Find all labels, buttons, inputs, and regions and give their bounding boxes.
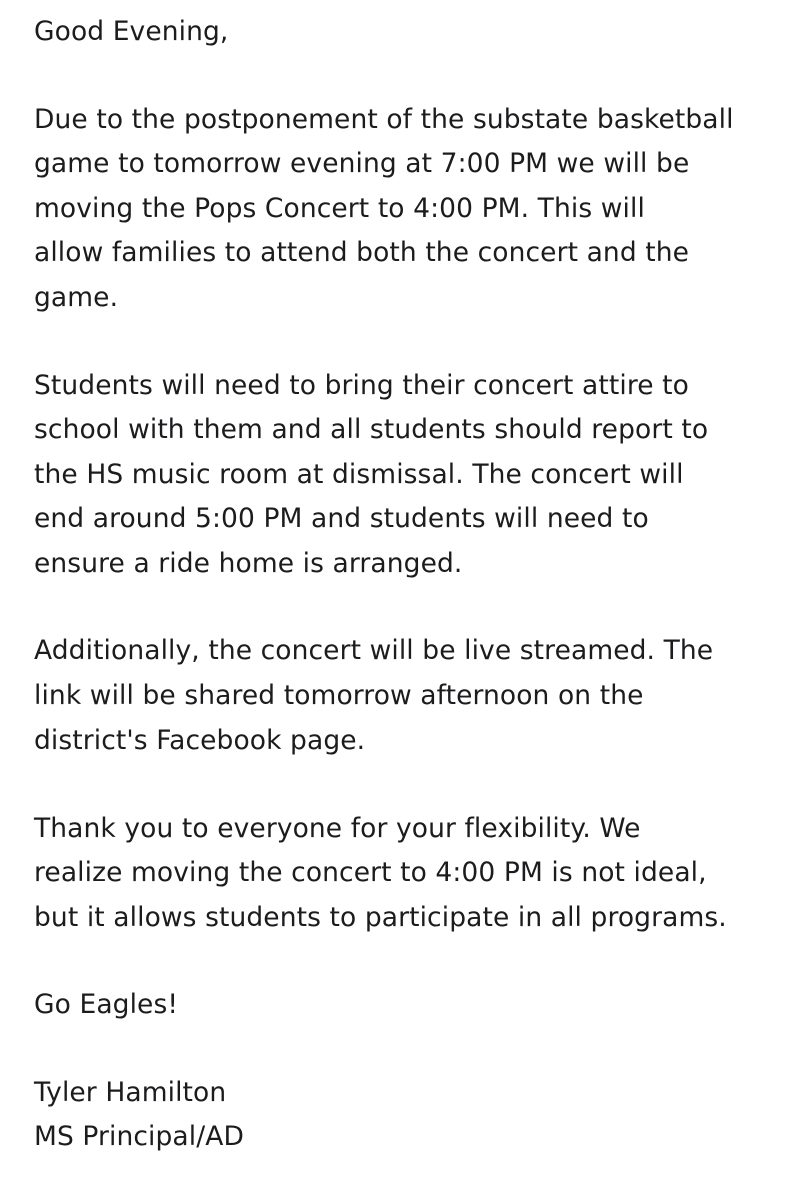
paragraph-line: Due to the postponement of the substate basketball (34, 104, 734, 135)
paragraph-line: Students will need to bring their concert attire to (34, 370, 689, 401)
paragraph-line: allow families to attend both the concert and the (34, 237, 690, 268)
paragraph-line: realize moving the concert to 4:00 PM is not ideal, (34, 857, 707, 888)
paragraph-line: Thank you to everyone for your flexibility. We (34, 813, 641, 844)
signature-name: Tyler Hamilton (34, 1077, 227, 1108)
paragraph-line: Additionally, the concert will be live streamed. The (34, 635, 714, 666)
paragraph-line: moving the Pops Concert to 4:00 PM. This will (34, 193, 645, 224)
paragraph-line: but it allows students to participate in all programs. (34, 902, 727, 933)
paragraph-line: district's Facebook page. (34, 725, 366, 756)
signature-title: MS Principal/AD (34, 1121, 244, 1152)
paragraph-line: school with them and all students should report to (34, 414, 709, 445)
paragraph-line: link will be shared tomorrow afternoon on the (34, 680, 644, 711)
paragraph-line: the HS music room at dismissal. The concert will (34, 459, 684, 490)
closing: Go Eagles! (34, 989, 179, 1020)
paragraph-line: game. (34, 282, 119, 313)
paragraph-line: ensure a ride home is arranged. (34, 548, 463, 579)
greeting: Good Evening, (34, 16, 229, 47)
paragraph-line: end around 5:00 PM and students will need to (34, 503, 649, 534)
paragraph-line: game to tomorrow evening at 7:00 PM we will be (34, 148, 690, 179)
